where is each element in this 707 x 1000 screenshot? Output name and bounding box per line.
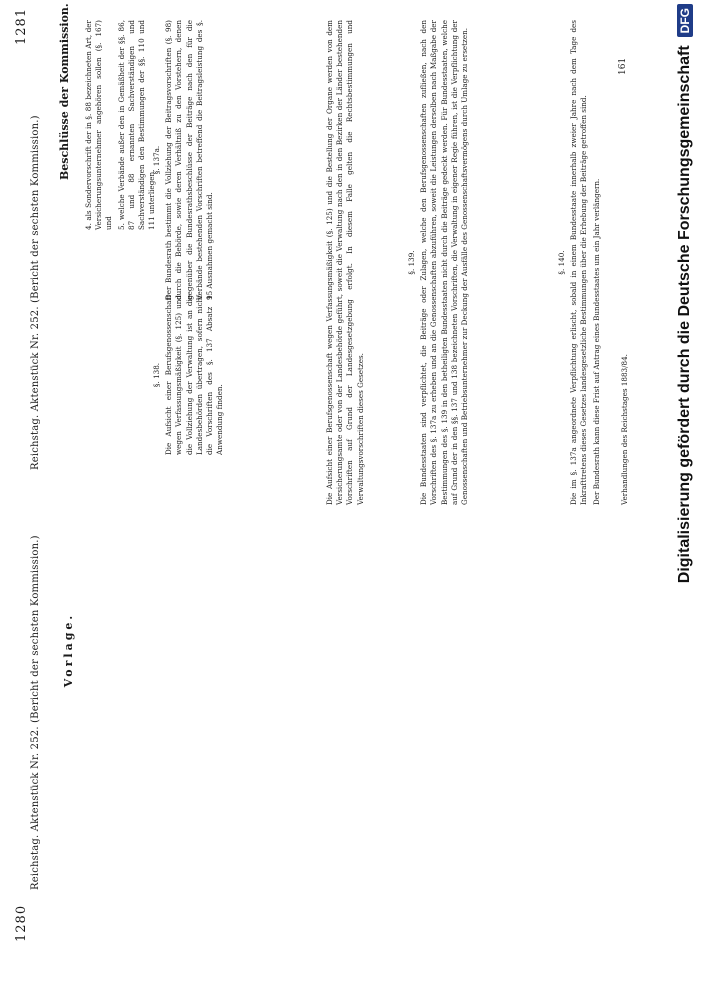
text-block-c — [150, 295, 227, 455]
paragraph: Die Bundesstaaten sind verpflichtet, die Beiträge oder Zulagen, welche den Berufsgenossenschaften zufließen, nach den Vorschriften des §. 137a zu erheben und an die Genossenschaften abzuführen, soweit die Leistungen derselben nach Maßgabe der Bestimmungen des §. 139 in den betheiligten Bundesstaaten nicht durch die Beiträge gedeckt werden. Für Bundesstaaten, welche auf Grund der in den §§. 137 und 138 bezeichneten Vorschriften, die Verwaltung in eigener Regie führen, ist die Verpflichtung der Genossenschaften und Betriebsunternehmer zur Deckung der Ausfälle des Genossenschaftsvermögens durch Umlage zu ersetzen. — [419, 20, 470, 505]
text-block-b — [150, 20, 217, 300]
section-number: §. 137a. — [152, 145, 161, 175]
section-heading: Beschlüsse der Kommission. — [58, 3, 71, 180]
document-title: Vorlage. — [62, 612, 75, 688]
paragraph: 5. welche Verbände außer den in Gemäßheit der §§. 86, 87 und 88 ernannten Sachverständigen und Sachverständigen den Bestimmungen der §§. 110 und 111 unterliegen. — [116, 20, 157, 230]
running-header-right: Reichstag. Aktenstück Nr. 252. (Bericht der sechsten Kommission.) — [30, 115, 41, 470]
paragraph: 4. als Sondervorschrift der in §. 88 bezeichneten Art, der Versicherungsunternehmer angehören sollen (§. 167) und — [84, 20, 114, 230]
text-block-e — [405, 20, 472, 505]
paragraph: Der Bundesrath kann diese Frist auf Antrag eines Bundesstaates um ein Jahr verlängern. — [591, 178, 601, 505]
paragraph: Die Aufsicht einer Berufsgenossenschaft wegen Verfassungsmäßigkeit (§. 125) und die Bestellung der Organe werden von dem Versicherungsamte oder von der Landesbehörde geführt, soweit die Verwaltung nach den in den Bezirken der Länder bestehenden Vorschriften auf Grund der Landesgesetzgebung erfolgt. In diesem Falle gelten die Rechtsbestimmungen und Verwaltungsvorschriften dieses Gesetzes. — [325, 20, 365, 505]
text-block-a — [84, 20, 159, 230]
text-block-f — [555, 20, 604, 505]
page-number-left: 1280 — [14, 904, 29, 942]
paragraph: Die Aufsicht einer Berufsgenossenschaft wegen Verfassungsmäßigkeit (§. 125) und die Vollziehung der Verwaltung ist an die Landesbehörden übertragen, sofern nicht die Vorschriften des §. 137 Absatz 1 Anwendung finden. — [164, 295, 225, 455]
dfg-logo-icon: DFG — [677, 4, 693, 37]
page-number-right: 1281 — [14, 7, 29, 45]
banner-text: Digitalisierung gefördert durch die Deutsche Forschungsgemeinschaft — [676, 45, 693, 584]
dfg-banner — [672, 4, 698, 996]
section-number: §. 140. — [557, 250, 566, 275]
section-number: §. 138. — [152, 362, 161, 388]
paragraph: Der Bundesrath bestimmt die Vollziehung der Beitragsvorschriften (§. 98) durch die Behörde, sowie deren Verhältniß zu den Vorstehern, denen gegenüber die Bundesrathsbeschlüsse der Beiträge nach den für die Verbände bestehenden Vorschriften betreffend die Beitragsleistung des §. 95 Ausnahmen gemacht sind. — [164, 20, 215, 300]
paragraph: Die im §. 137a angeordnete Verpflichtung erlischt, sobald in einem Bundesstaate innerhalb zweier Jahre nach dem Tage des Inkrafttretens dieses Gesetzes landesgesetzliche Bestimmungen über die Erhebung der Beiträge getroffen sind. — [569, 20, 589, 505]
section-number: §. 139. — [407, 250, 416, 275]
running-header-left: Reichstag. Aktenstück Nr. 252. (Bericht der sechsten Kommission.) — [30, 535, 41, 890]
paragraph: Verhandlungen des Reichstages 1883/84. — [620, 354, 629, 505]
text-block-footer — [620, 20, 632, 505]
signature-number: 161 — [618, 57, 628, 75]
text-block-d — [325, 20, 368, 505]
